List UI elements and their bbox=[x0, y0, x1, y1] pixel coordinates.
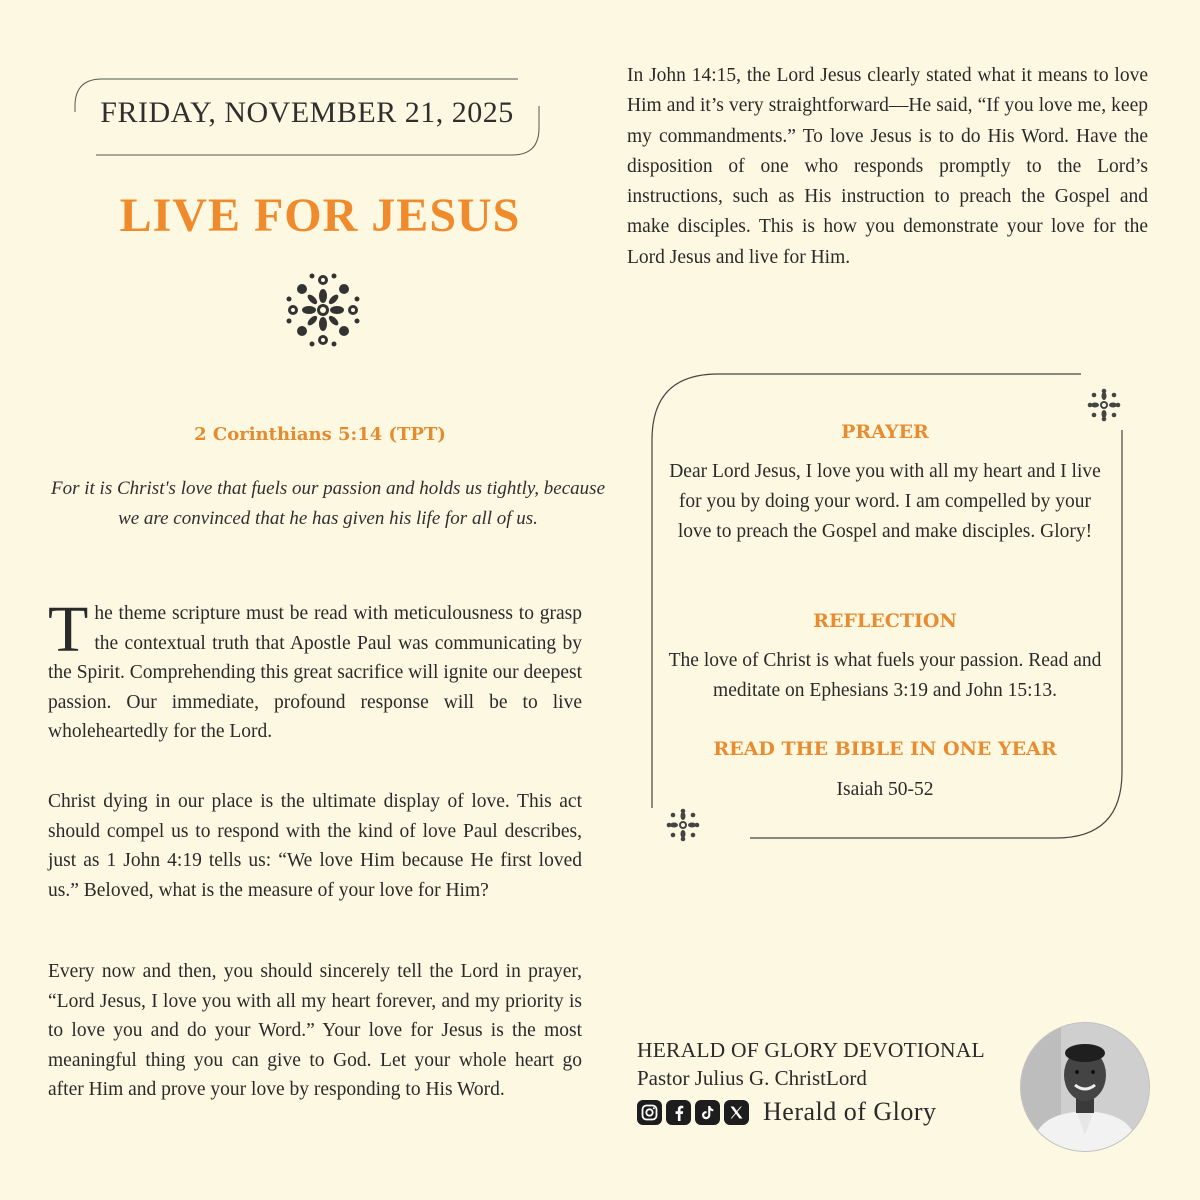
body-paragraph-1-text: he theme scripture must be read with meticulousness to grasp the contextual truth that Apostle Paul was communicating by the Spirit. Comprehending this great sacrifice will ignite our deepest passion. Our immediate, profound response will be to live wholeheartedly for the Lord. bbox=[48, 603, 582, 742]
reflection-text: The love of Christ is what fuels your passion. Read and meditate on Ephesians 3:19 and John 15:13. bbox=[668, 650, 1102, 701]
social-handle: Herald of Glory bbox=[763, 1097, 937, 1126]
author-name: Pastor Julius G. ChristLord bbox=[637, 1066, 867, 1090]
prayer-text: Dear Lord Jesus, I love you with all my heart and I live for you by doing your word. I am compelled by your love to preach the Gospel and make disciples. Glory! bbox=[669, 461, 1101, 542]
small-ornament-icon bbox=[1087, 388, 1121, 422]
drop-cap: T bbox=[48, 593, 89, 666]
bible-reading-text: Isaiah 50-52 bbox=[836, 779, 934, 800]
x-icon[interactable] bbox=[724, 1100, 749, 1125]
body-paragraph-right: In John 14:15, the Lord Jesus clearly stated what it means to love Him and it’s very straightforward—He said, “If you love me, keep my commandments.” To love Jesus is to do His Word. Have the disposition of one who responds promptly to the Lord’s instructions, such as His instruction to preach the Gospel and make disciples. This is how you demonstrate your love for the Lord Jesus and live for Him. bbox=[627, 65, 1148, 268]
date-label: FRIDAY, NOVEMBER 21, 2025 bbox=[100, 96, 514, 129]
brand-name: HERALD OF GLORY DEVOTIONAL bbox=[637, 1038, 985, 1062]
prayer-heading: PRAYER bbox=[841, 421, 929, 443]
bible-reading-heading: READ THE BIBLE IN ONE YEAR bbox=[713, 738, 1057, 760]
body-paragraph-2: Christ dying in our place is the ultimate display of love. This act should compel us to respond with the kind of love Paul describes, just as 1 John 4:19 tells us: “We love Him because He first loved us.” Beloved, what is the measure of your love for Him? bbox=[48, 791, 582, 901]
small-ornament-icon bbox=[666, 808, 700, 842]
social-links bbox=[637, 1098, 937, 1126]
body-paragraph-1 bbox=[48, 593, 582, 747]
tiktok-icon[interactable] bbox=[695, 1100, 720, 1125]
body-paragraph-3: Every now and then, you should sincerely tell the Lord in prayer, “Lord Jesus, I love you with all my heart forever, and my priority is to love you and do your Word.” Your love for Jesus is the most meaningful thing you can give to God. Let your whole heart go after Him and prove your love by responding to His Word. bbox=[48, 961, 582, 1100]
scripture-reference: 2 Corinthians 5:14 (TPT) bbox=[194, 424, 446, 445]
avatar bbox=[1020, 1022, 1150, 1152]
page-title: LIVE FOR JESUS bbox=[119, 189, 521, 242]
scripture-text: For it is Christ's love that fuels our passion and holds us tightly, because we are convinced that he has given his life for all of us. bbox=[50, 478, 605, 529]
facebook-icon[interactable] bbox=[666, 1100, 691, 1125]
instagram-icon[interactable] bbox=[637, 1100, 662, 1125]
mandala-ornament-icon bbox=[283, 270, 363, 350]
reflection-heading: REFLECTION bbox=[813, 610, 957, 632]
